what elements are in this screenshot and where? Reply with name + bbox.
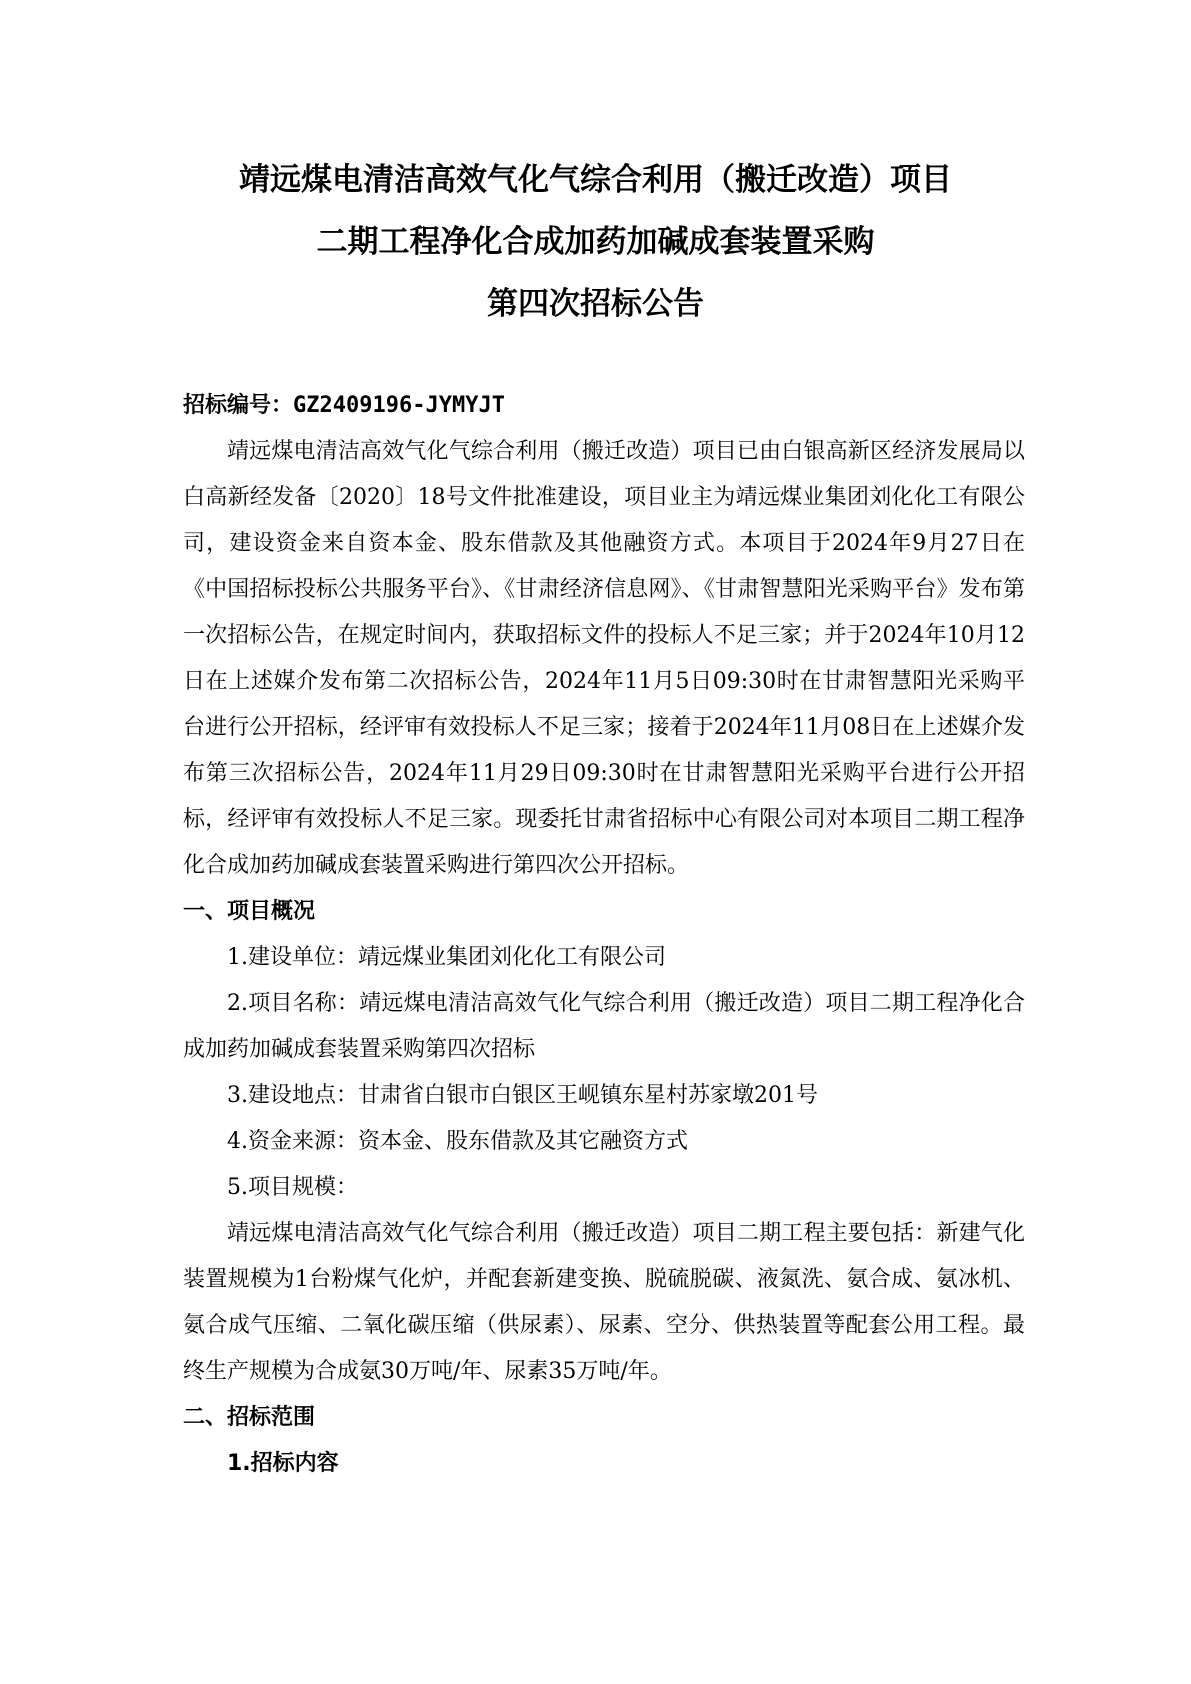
- project-scale-paragraph: 靖远煤电清洁高效气化气综合利用（搬迁改造）项目二期工程主要包括：新建气化装置规模为1台粉煤气化炉，并配套新建变换、脱硫脱碳、液氮洗、氨合成、氨冰机、氨合成气压缩、二氧化碳压缩（供尿素）、尿素、空分、供热装置等配套公用工程。最终生产规模为合成氨30万吨/年、尿素35万吨/年。: [183, 1221, 1025, 1384]
- bid-number-value: GZ2409196-JYMYJT: [293, 393, 505, 418]
- section-1-item-2: 2.项目名称：靖远煤电清洁高效气化气综合利用（搬迁改造）项目二期工程净化合成加药加碱成套装置采购第四次招标: [183, 991, 1025, 1062]
- section-1-item-1: 1.建设单位：靖远煤业集团刘化化工有限公司: [227, 945, 666, 970]
- section-1-item-5: 5.项目规模：: [227, 1175, 358, 1200]
- section-1-item-3: 3.建设地点：甘肃省白银市白银区王岘镇东星村苏家墩201号: [227, 1083, 818, 1108]
- document-title-line-1: 靖远煤电清洁高效气化气综合利用（搬迁改造）项目: [239, 162, 952, 198]
- section-1-heading: 一、项目概况: [183, 899, 316, 924]
- document-title-line-2: 二期工程净化合成加药加碱成套装置采购: [316, 224, 875, 260]
- bid-number-label: 招标编号：: [183, 393, 294, 418]
- document-body: [183, 383, 1025, 1487]
- section-1-item-4: 4.资金来源：资本金、股东借款及其它融资方式: [227, 1129, 688, 1154]
- intro-paragraph: 靖远煤电清洁高效气化气综合利用（搬迁改造）项目已由白银高新区经济发展局以白高新经发备〔2020〕18号文件批准建设，项目业主为靖远煤业集团刘化化工有限公司，建设资金来自资本金、股东借款及其他融资方式。本项目于2024年9月27日在《中国招标投标公共服务平台》、《甘肃经济信息网》、《甘肃智慧阳光采购平台》发布第一次招标公告，在规定时间内，获取招标文件的投标人不足三家；并于2024年10月12日在上述媒介发布第二次招标公告，2024年11月5日09:30时在甘肃智慧阳光采购平台进行公开招标，经评审有效投标人不足三家；接着于2024年11月08日在上述媒介发布第三次招标公告，2024年11月29日09:30时在甘肃智慧阳光采购平台进行公开招标，经评审有效投标人不足三家。现委托甘肃省招标中心有限公司对本项目二期工程净化合成加药加碱成套装置采购进行第四次公开招标。: [183, 439, 1025, 878]
- section-2-heading: 二、招标范围: [183, 1405, 316, 1430]
- section-2-subheading: 1.招标内容: [227, 1451, 339, 1476]
- bid-number-line: [183, 383, 1025, 429]
- document-title-line-3: 第四次招标公告: [487, 286, 704, 322]
